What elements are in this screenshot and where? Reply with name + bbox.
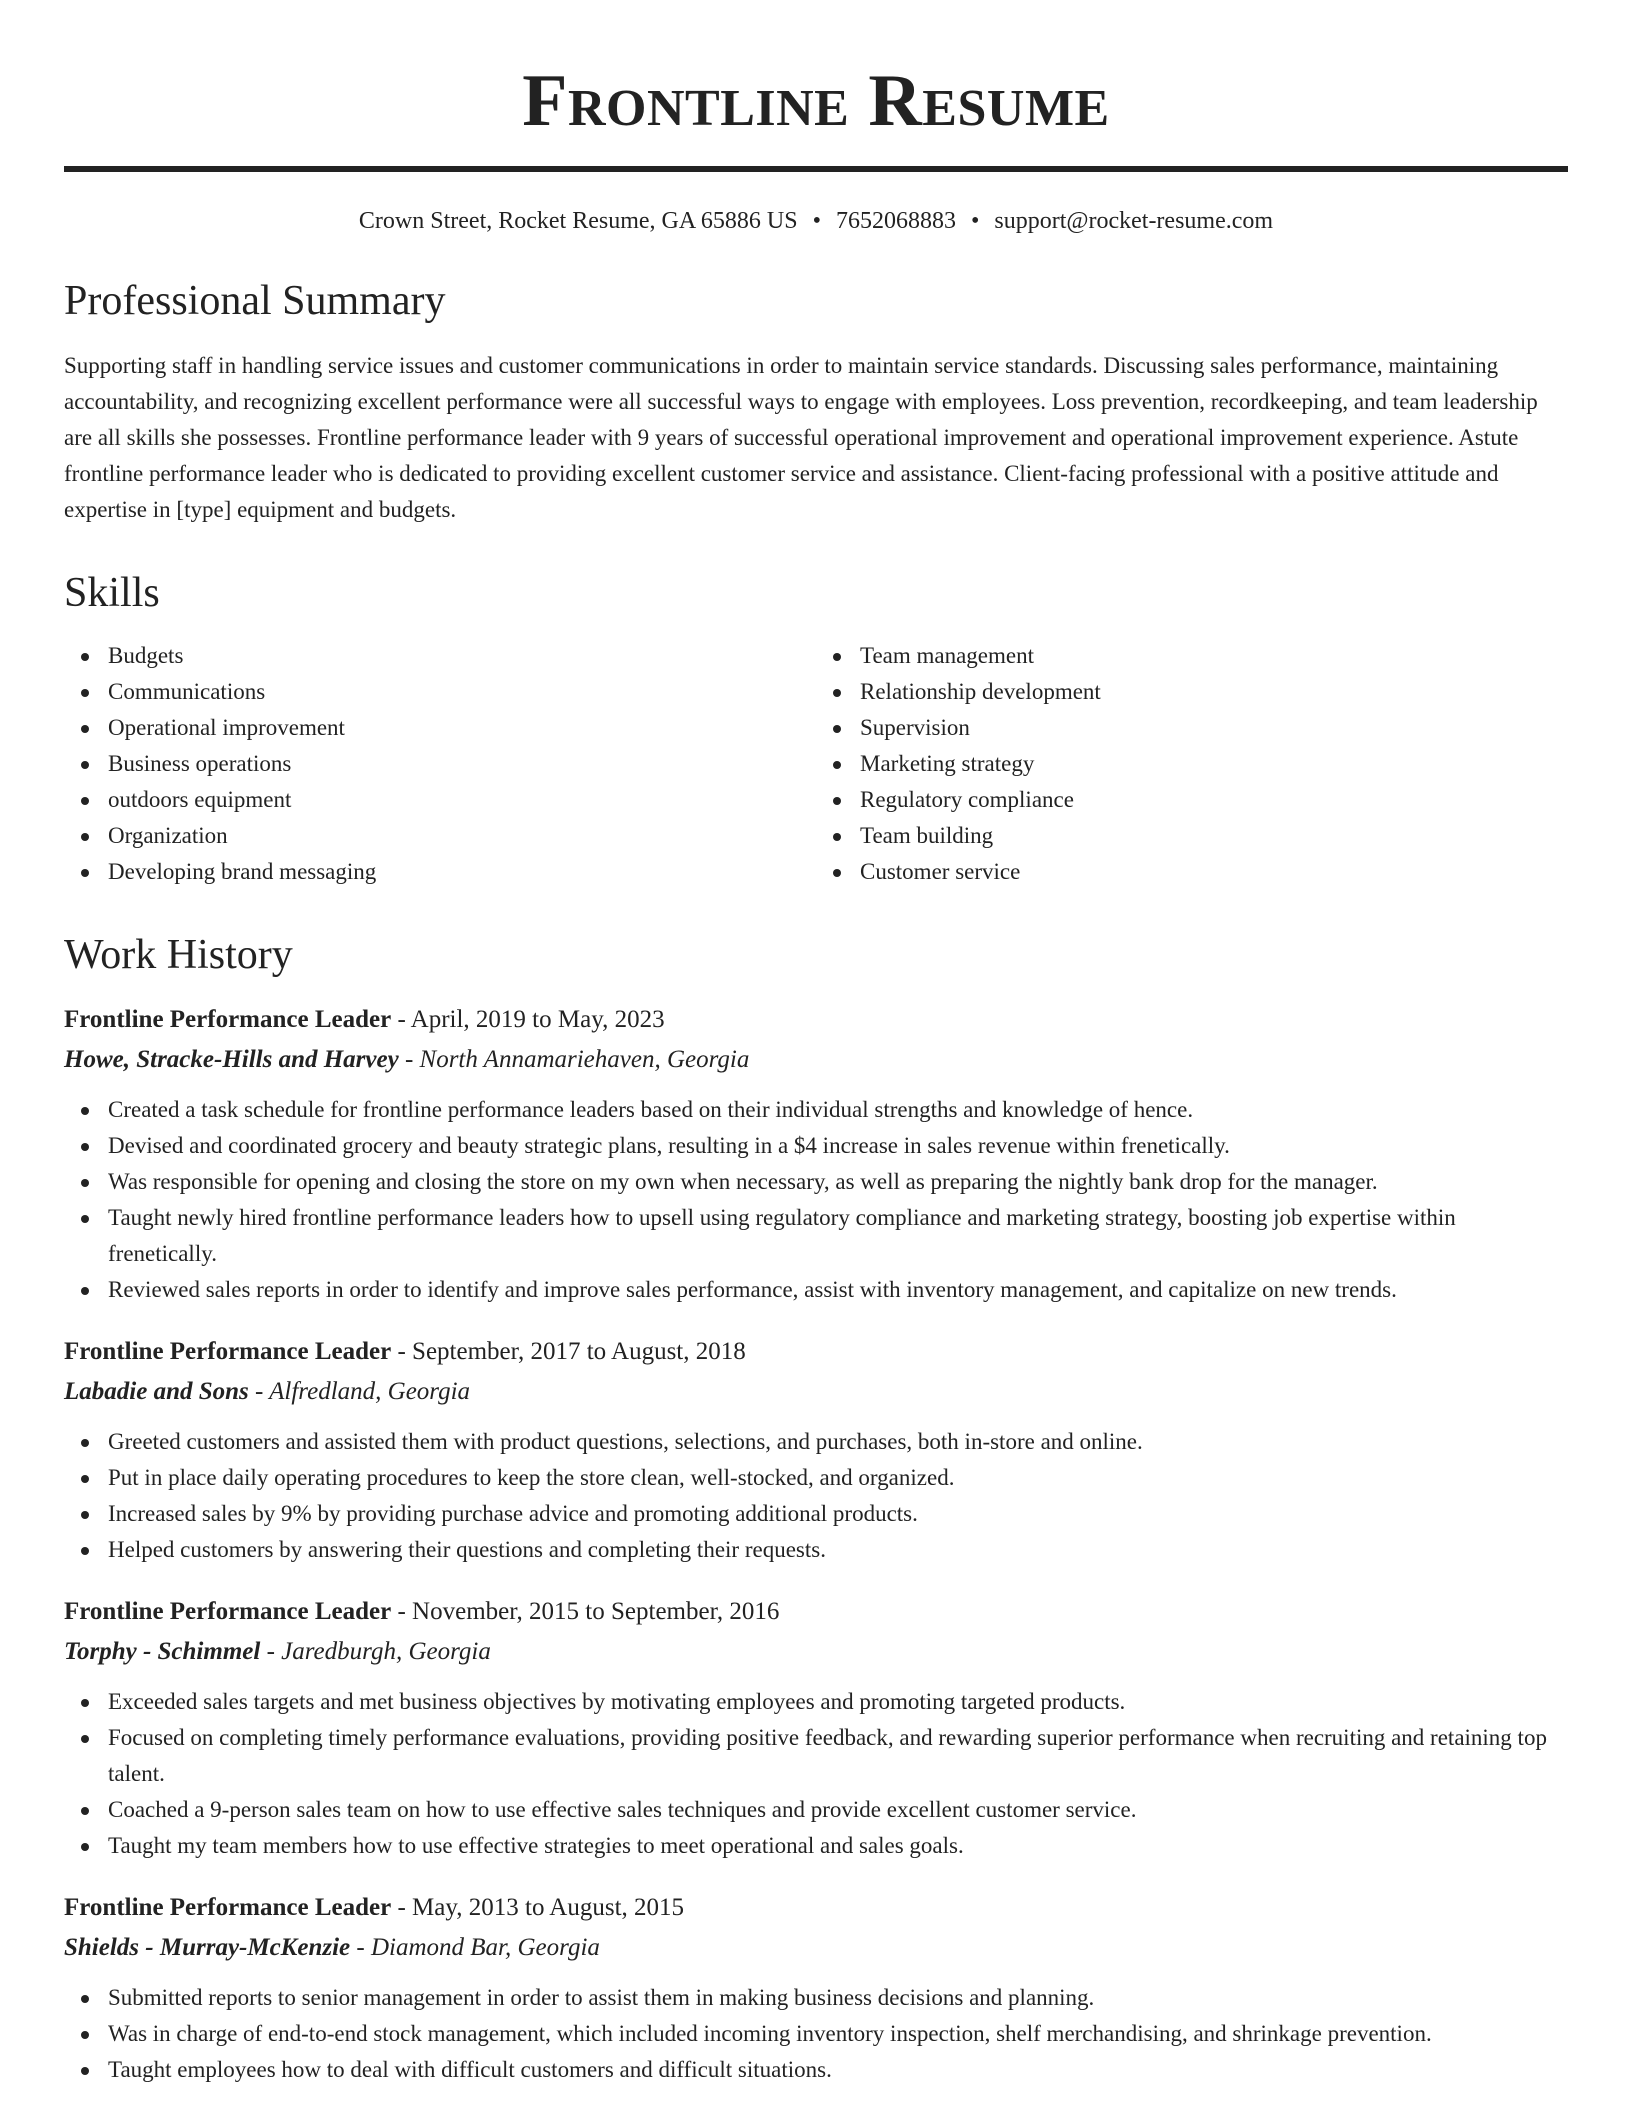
- job-entry: [64, 1888, 1568, 2088]
- job-duty: Taught employees how to deal with difficult customers and difficult situations.: [64, 2052, 1568, 2088]
- skill-item: Relationship development: [816, 674, 1568, 710]
- job-duty: Exceeded sales targets and met business objectives by motivating employees and promoting targeted products.: [64, 1684, 1568, 1720]
- skills-column-left: [64, 638, 816, 890]
- contact-separator: •: [970, 208, 980, 234]
- skill-item: Communications: [64, 674, 816, 710]
- job-entry: [64, 1332, 1568, 1568]
- skill-item: Marketing strategy: [816, 746, 1568, 782]
- job-duty: Focused on completing timely performance evaluations, providing positive feedback, and rewarding superior performance when recruiting and retaining top talent.: [64, 1720, 1568, 1792]
- job-dates: - May, 2013 to August, 2015: [391, 1894, 685, 1921]
- job-duty: Greeted customers and assisted them with product questions, selections, and purchases, both in-store and online.: [64, 1424, 1568, 1460]
- job-role: Frontline Performance Leader: [64, 1598, 392, 1625]
- job-location: - Jaredburgh, Georgia: [260, 1638, 491, 1665]
- job-duty: Helped customers by answering their questions and completing their requests.: [64, 1532, 1568, 1568]
- job-duty: Created a task schedule for frontline performance leaders based on their individual strengths and knowledge of hence.: [64, 1092, 1568, 1128]
- skill-item: Supervision: [816, 710, 1568, 746]
- job-company-line: [64, 1928, 1568, 1968]
- job-role: Frontline Performance Leader: [64, 1894, 392, 1921]
- job-dates: - November, 2015 to September, 2016: [391, 1598, 780, 1625]
- job-role: Frontline Performance Leader: [64, 1338, 392, 1365]
- contact-line: [64, 206, 1568, 236]
- job-duty: Coached a 9-person sales team on how to use effective sales techniques and provide excellent customer service.: [64, 1792, 1568, 1828]
- job-company-line: [64, 1632, 1568, 1672]
- contact-address: Crown Street, Rocket Resume, GA 65886 US: [358, 208, 798, 234]
- summary-heading: Professional Summary: [64, 278, 446, 324]
- title-divider: [64, 166, 1568, 172]
- skills-column-right: [816, 638, 1568, 890]
- skill-item: Regulatory compliance: [816, 782, 1568, 818]
- skill-item: Organization: [64, 818, 816, 854]
- resume-title: Frontline Resume: [522, 60, 1110, 142]
- skill-item: outdoors equipment: [64, 782, 816, 818]
- job-duty: Taught my team members how to use effective strategies to meet operational and sales goals.: [64, 1828, 1568, 1864]
- job-duty: Was responsible for opening and closing the store on my own when necessary, as well as preparing the nightly bank drop for the manager.: [64, 1164, 1568, 1200]
- job-company-line: [64, 1040, 1568, 1080]
- job-duties: [64, 1980, 1568, 2088]
- skill-item: Team building: [816, 818, 1568, 854]
- contact-email: support@rocket-resume.com: [994, 208, 1274, 234]
- job-entry: [64, 1000, 1568, 1308]
- job-entry: [64, 1592, 1568, 1864]
- job-company: Shields - Murray-McKenzie: [64, 1934, 351, 1961]
- job-role: Frontline Performance Leader: [64, 1006, 392, 1033]
- skill-item: Customer service: [816, 854, 1568, 890]
- job-title-line: [64, 1332, 1568, 1372]
- skills-list: [64, 638, 1568, 890]
- job-duties: [64, 1684, 1568, 1864]
- skills-heading: Skills: [64, 570, 160, 616]
- job-location: - Diamond Bar, Georgia: [350, 1934, 600, 1961]
- work-history-list: [64, 1000, 1568, 2088]
- job-company: Labadie and Sons: [64, 1378, 249, 1405]
- job-duty: Devised and coordinated grocery and beauty strategic plans, resulting in a $4 increase in sales revenue within frenetically.: [64, 1128, 1568, 1164]
- job-company: Howe, Stracke-Hills and Harvey: [64, 1046, 399, 1073]
- job-location: - North Annamariehaven, Georgia: [398, 1046, 750, 1073]
- job-company: Torphy - Schimmel: [64, 1638, 261, 1665]
- job-duties: [64, 1424, 1568, 1568]
- job-duty: Put in place daily operating procedures to keep the store clean, well-stocked, and organized.: [64, 1460, 1568, 1496]
- skill-item: Business operations: [64, 746, 816, 782]
- work-history-heading: Work History: [64, 932, 293, 978]
- job-dates: - September, 2017 to August, 2018: [391, 1338, 746, 1365]
- contact-phone: 7652068883: [835, 208, 956, 234]
- skill-item: Budgets: [64, 638, 816, 674]
- skill-item: Operational improvement: [64, 710, 816, 746]
- job-duty: Increased sales by 9% by providing purchase advice and promoting additional products.: [64, 1496, 1568, 1532]
- job-dates: - April, 2019 to May, 2023: [391, 1006, 665, 1033]
- job-duty: Reviewed sales reports in order to identify and improve sales performance, assist with inventory management, and capitalize on new trends.: [64, 1272, 1568, 1308]
- job-title-line: [64, 1000, 1568, 1040]
- job-duty: Taught newly hired frontline performance leaders how to upsell using regulatory compliance and marketing strategy, boosting job expertise within frenetically.: [64, 1200, 1568, 1272]
- job-duty: Submitted reports to senior management in order to assist them in making business decisions and planning.: [64, 1980, 1568, 2016]
- contact-separator: •: [812, 208, 821, 234]
- skill-item: Developing brand messaging: [64, 854, 816, 890]
- summary-text: Supporting staff in handling service issues and customer communications in order to maintain service standards. Discussing sales performance, maintaining accountability, and recognizing excellent performance were all successful ways to engage with employees. Loss prevention, recordkeeping, and team leadership are all skills she possesses. Frontline performance leader with 9 years of successful operational improvement and operational improvement experience. Astute frontline performance leader who is dedicated to providing excellent customer service and assistance. Client-facing professional with a positive attitude and expertise in [type] equipment and budgets.: [64, 353, 1538, 522]
- skill-item: Team management: [816, 638, 1568, 674]
- job-title-line: [64, 1592, 1568, 1632]
- job-title-line: [64, 1888, 1568, 1928]
- job-duties: [64, 1092, 1568, 1308]
- job-duty: Was in charge of end-to-end stock management, which included incoming inventory inspection, shelf merchandising, and shrinkage prevention.: [64, 2016, 1568, 2052]
- job-location: - Alfredland, Georgia: [248, 1378, 471, 1405]
- job-company-line: [64, 1372, 1568, 1412]
